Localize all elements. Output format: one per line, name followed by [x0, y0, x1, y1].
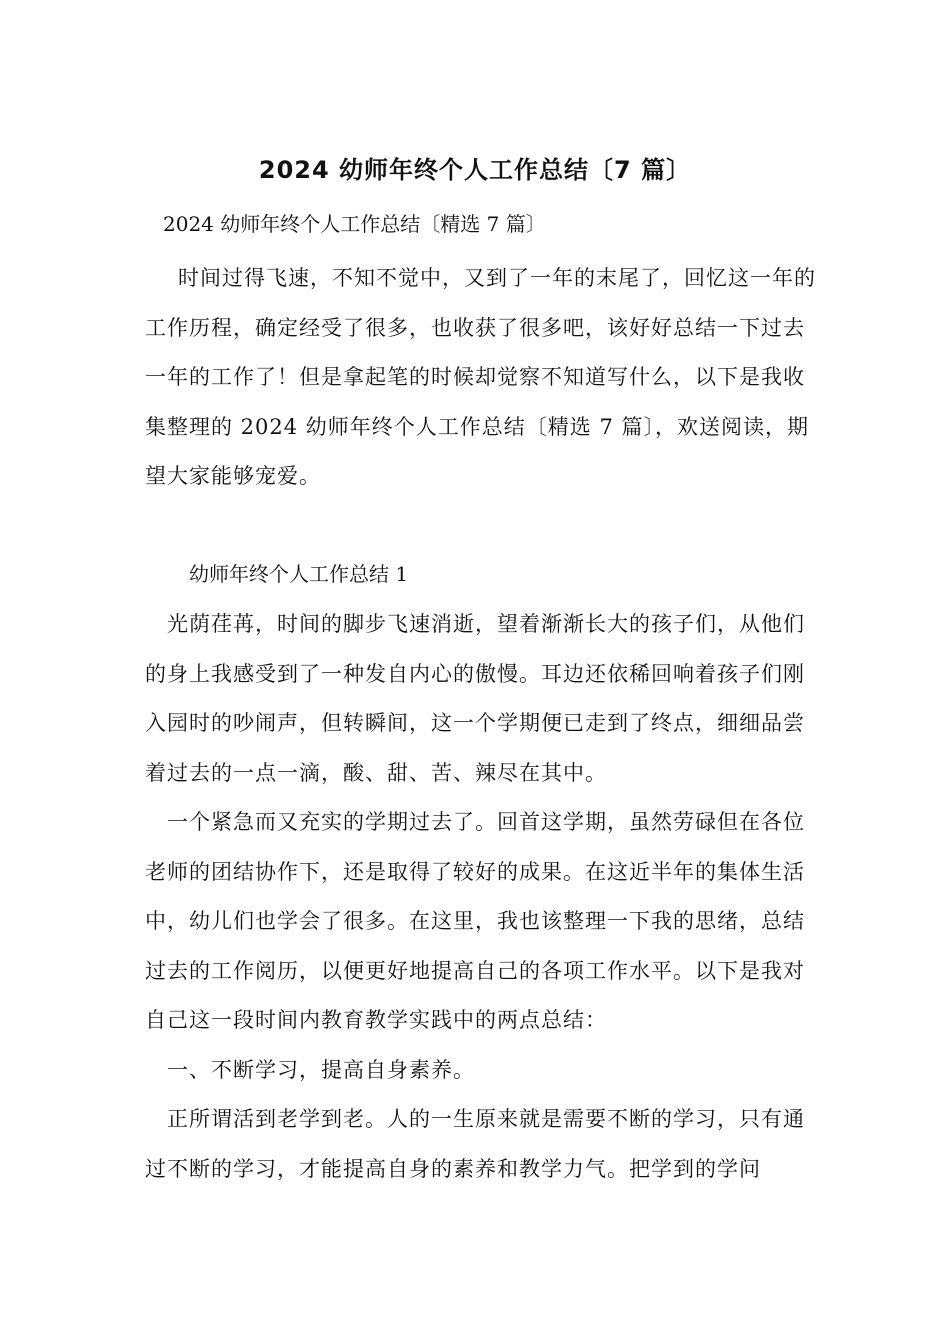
intro-block — [145, 254, 825, 502]
body-paragraph: 一个紧急而又充实的学期过去了。回首这学期，虽然劳碌但在各位老师的团结协作下，还是取得了较好的成果。在这近半年的集体生活中，幼儿们也学会了很多。在这里，我也该整理一下我的思绪，总结过去的工作阅历，以便更好地提高自己的各项工作水平。以下是我对自己这一段时间内教育教学实践中的两点总结： — [145, 810, 805, 1032]
section-heading: 幼师年终个人工作总结 1 — [189, 562, 409, 586]
intro-paragraph: 时间过得飞速，不知不觉中，又到了一年的末尾了，回忆这一年的工作历程，确定经受了很多，也收获了很多吧，该好好总结一下过去一年的工作了！但是拿起笔的时候却觉察不知道写什么，以下是我收集整理的 2024 幼师年终个人工作总结〔精选 7 篇〕，欢送阅读，期望大家能够宠爱。 — [145, 266, 816, 488]
body-paragraph: 正所谓活到老学到老。人的一生原来就是需要不断的学习，只有通过不断的学习，才能提高自身的素养和教学力气。把学到的学问 — [145, 1107, 805, 1181]
body-paragraph: 光荫荏苒，时间的脚步飞速消逝，望着渐渐长大的孩子们，从他们的身上我感受到了一种发自内心的傲慢。耳边还依稀回响着孩子们刚入园时的吵闹声，但转瞬间，这一个学期便已走到了终点，细细品尝着过去的一点一滴，酸、甜、苦、辣尽在其中。 — [145, 612, 805, 785]
document-subtitle: 2024 幼师年终个人工作总结〔精选 7 篇〕 — [163, 212, 546, 236]
body-paragraph: 一、不断学习，提高自身素养。 — [167, 1057, 475, 1082]
section-body — [145, 600, 825, 1194]
document-title: 2024 幼师年终个人工作总结〔7 篇〕 — [258, 156, 692, 184]
